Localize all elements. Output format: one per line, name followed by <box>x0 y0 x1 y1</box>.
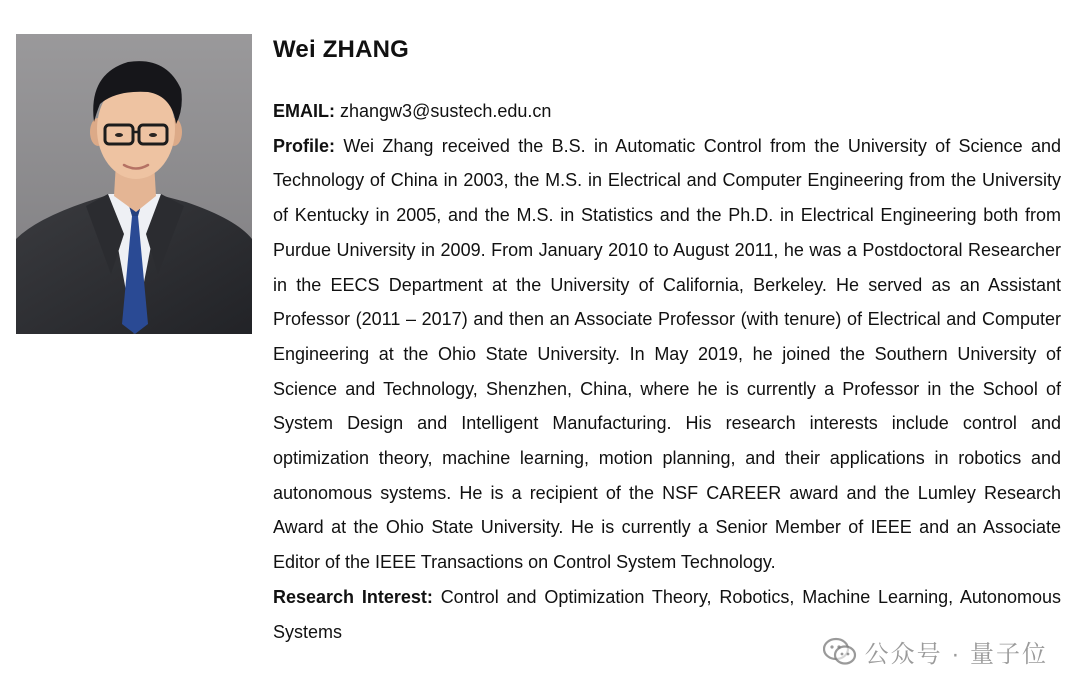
research-label: Research Interest: <box>273 586 433 607</box>
watermark-text: 公众号 · 量子位 <box>864 641 1048 668</box>
research-text: Control and Optimization Theory, Robotics, Machine Learning, Autonomous Systems <box>273 586 1061 642</box>
email-address[interactable]: zhangw3@sustech.edu.cn <box>340 101 552 121</box>
profile-text: Wei Zhang received the B.S. in Automatic Control from the University of Science and Technology of China in 2003, the M.S. in Electrical and Computer Engineering from the University of Kentucky in 2005, and the M.S. in Statistics and the Ph.D. in Electrical Engineering both from Purdue University in 2009. From January 2010 to August 2011, he was a Postdoctoral Researcher in the EECS Department at the University of California, Berkeley. He served as an Assistant Professor (2011 – 2017) and then an Associate Professor (with tenure) of Electrical and Computer Engineering at the Ohio State University. In May 2019, he joined the Southern University of Science and Technology, Shenzhen, China, where he is currently a Professor in the School of System Design and Intelligent Manufacturing. His research interests include control and optimization theory, machine learning, motion planning, and their applications in robotics and autonomous systems. He is a recipient of the NSF CAREER award and the Lumley Research Award at the Ohio State University. He is currently a Senior Member of IEEE and an Associate Editor of the IEEE Transactions on Control System Technology. <box>273 135 1061 573</box>
email-label: EMAIL: <box>273 101 335 121</box>
profile-content <box>273 30 1061 649</box>
watermark <box>823 634 1048 669</box>
email-line <box>273 94 1061 129</box>
profile-name: Wei ZHANG <box>273 36 410 63</box>
profile-photo <box>16 34 252 334</box>
wechat-icon <box>823 637 857 667</box>
profile-paragraph <box>273 129 1061 580</box>
profile-label: Profile: <box>273 135 336 156</box>
